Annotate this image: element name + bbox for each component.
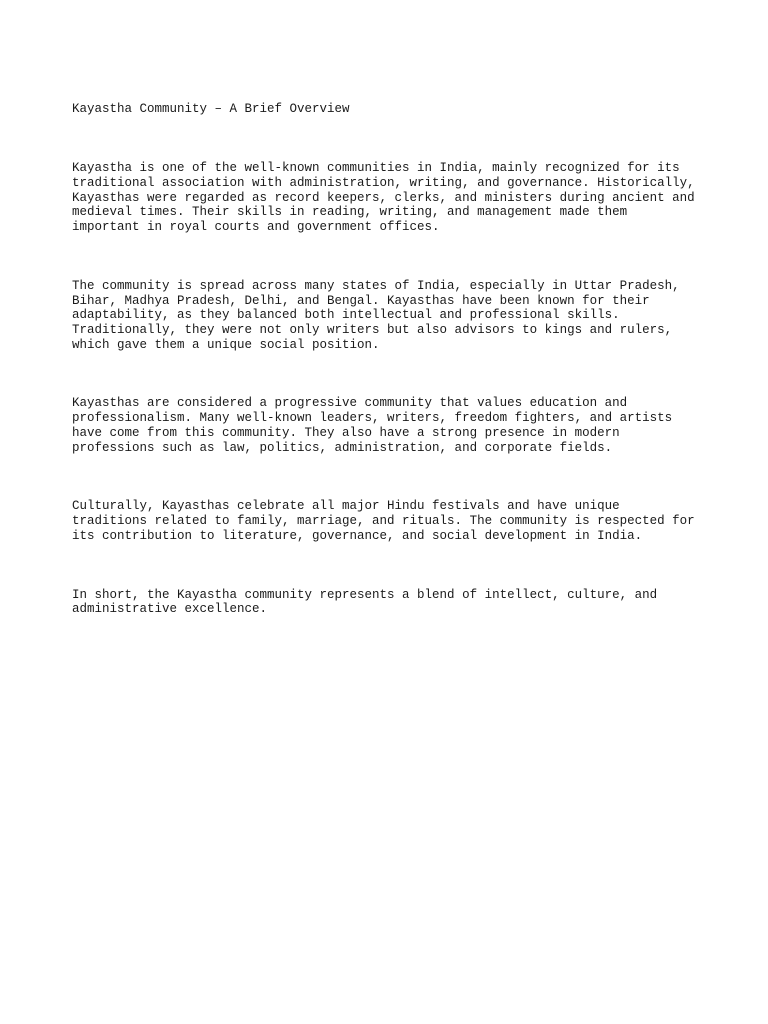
paragraph-2: The community is spread across many states of India, especially in Uttar Pradesh, Bihar, Madhya Pradesh, Delhi, and Bengal. Kayasthas have been known for their adaptability, as they balanced both intellectual and professional skills. Traditionally, they were not only writers but also advisors to kings and rulers, which gave them a unique social position. [72,278,680,352]
paragraph-3: Kayasthas are considered a progressive community that values education and professionalism. Many well-known leaders, writers, freedom fighters, and artists have come from this community. They also have a strong presence in modern professions such as law, politics, administration, and corporate fields. [72,396,673,455]
paragraph-4: Culturally, Kayasthas celebrate all major Hindu festivals and have unique traditions related to family, marriage, and rituals. The community is respected for its contribution to literature, governance, and social development in India. [72,499,695,543]
paragraph-1: Kayastha is one of the well-known communities in India, mainly recognized for its traditional association with administration, writing, and governance. Historically, Kayasthas were regarded as record keepers, clerks, and ministers during ancient and medieval times. Their skills in reading, writing, and management made them important in royal courts and government offices. [72,161,695,235]
document-body [72,73,712,661]
paragraph-5: In short, the Kayastha community represents a blend of intellect, culture, and administrative excellence. [72,587,658,617]
document-title: Kayastha Community – A Brief Overview [72,102,350,117]
